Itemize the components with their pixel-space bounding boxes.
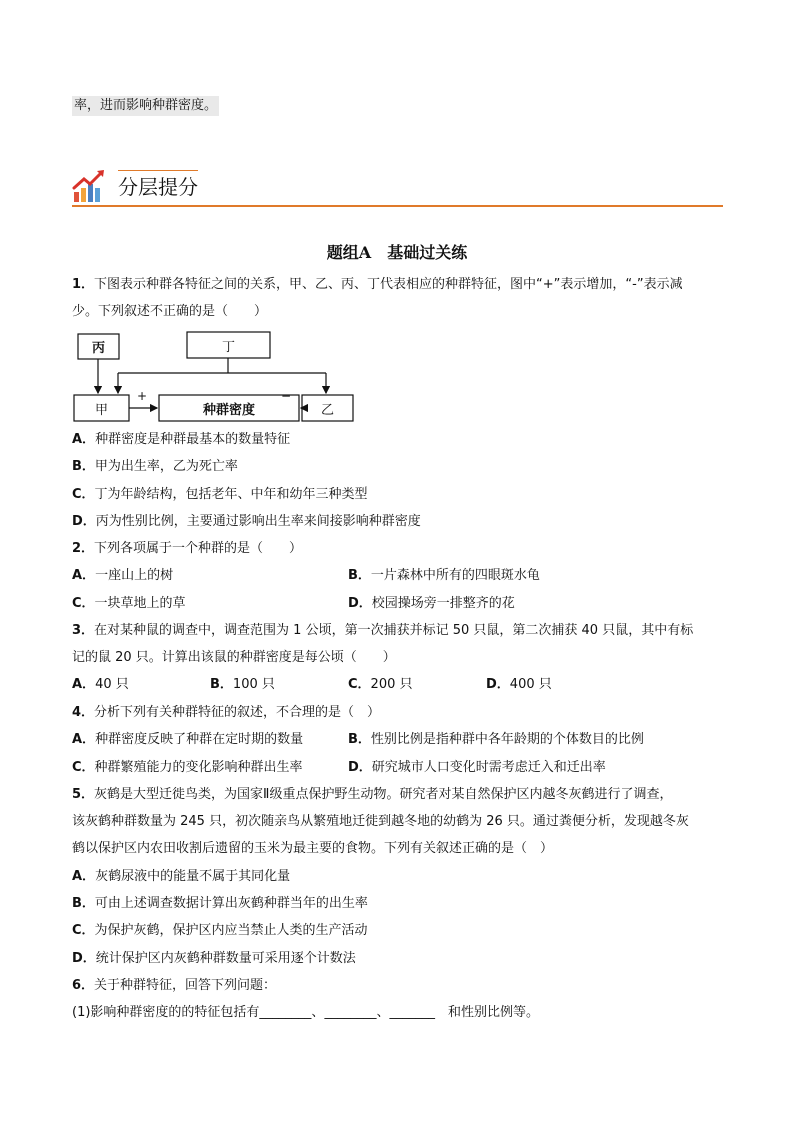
box-jia: 甲 xyxy=(94,403,108,418)
question-5-line-1: 5．灰鹤是大型迁徙鸟类，为国家Ⅱ级重点保护野生动物。研究者对某自然保护区内越冬灰鹤进行了调查， xyxy=(72,787,673,802)
box-bing: 丙 xyxy=(91,341,105,356)
q3-option-d: D．400 只 xyxy=(486,677,552,692)
question-3-line-2: 记的鼠 20 只。计算出该鼠的种群密度是每公顷（ ） xyxy=(72,650,396,665)
section-top-line xyxy=(118,170,198,171)
question-5-line-2: 该灰鹤种群数量为 245 只，初次随亲鸟从繁殖地迁徙到越冬地的幼鹤为 26 只。通过粪便分析，发现越冬灰 xyxy=(72,814,689,829)
q3-option-c: C．200 只 xyxy=(348,677,413,692)
q3-option-b: B．100 只 xyxy=(210,677,275,692)
question-stem: 下图表示种群各特征之间的关系，甲、乙、丙、丁代表相应的种群特征，图中“+”表示增加，“-”表示减 xyxy=(94,277,683,292)
section-title: 分层提分 xyxy=(118,175,198,199)
q5-option-b: B．可由上述调查数据计算出灰鹤种群当年的出生率 xyxy=(72,896,368,911)
q3-option-a: A．40 只 xyxy=(72,677,129,692)
q2-option-d: D．校园操场旁一排整齐的花 xyxy=(348,596,515,611)
q1-option-d: D．丙为性别比例，主要通过影响出生率来间接影响种群密度 xyxy=(72,514,421,529)
question-6-sub-1: (1)影响种群密度的的特征包括有________、________、_______ 和性别比例等。 xyxy=(72,1005,539,1020)
minus-sign: − xyxy=(281,389,292,403)
answer-blank-3[interactable]: _______ xyxy=(389,1005,435,1020)
q1-option-b: B．甲为出生率，乙为死亡率 xyxy=(72,459,238,474)
question-2: 2．下列各项属于一个种群的是（ ） xyxy=(72,541,303,556)
answer-blank-2[interactable]: ________ xyxy=(324,1005,377,1020)
question-3-line-1: 3．在对某种鼠的调查中，调查范围为 1 公顷，第一次捕获并标记 50 只鼠，第二次捕获 40 只鼠，其中有标 xyxy=(72,623,694,638)
q1-option-a: A．种群密度是种群最基本的数量特征 xyxy=(72,432,291,447)
q2-option-c: C．一块草地上的草 xyxy=(72,596,186,611)
question-5-line-3: 鹤以保护区内农田收割后遗留的玉米为最主要的食物。下列有关叙述正确的是（ ） xyxy=(72,841,554,856)
question-1-line-2: 少。下列叙述不正确的是（ ） xyxy=(72,304,268,319)
question-number: 1． xyxy=(72,277,95,292)
q2-option-a: A．一座山上的树 xyxy=(72,568,174,583)
q4-option-d: D．研究城市人口变化时需考虑迁入和迁出率 xyxy=(348,760,606,775)
answer-blank-1[interactable]: ________ xyxy=(259,1005,312,1020)
box-population-density: 种群密度 xyxy=(202,403,255,418)
box-yi: 乙 xyxy=(320,403,334,418)
question-4: 4．分析下列有关种群特征的叙述，不合理的是（ ） xyxy=(72,705,381,720)
section-divider xyxy=(72,205,723,207)
q4-option-b: B．性别比例是指种群中各年龄期的个体数目的比例 xyxy=(348,732,644,747)
group-title: 题组A 基础过关练 xyxy=(326,243,468,262)
q4-option-a: A．种群密度反映了种群在定时期的数量 xyxy=(72,732,304,747)
q5-option-d: D．统计保护区内灰鹤种群数量可采用逐个计数法 xyxy=(72,951,356,966)
question-1-line-1 xyxy=(72,276,683,294)
plus-sign: + xyxy=(137,389,148,403)
q1-option-c: C．丁为年龄结构，包括老年、中年和幼年三种类型 xyxy=(72,487,368,502)
q5-option-c: C．为保护灰鹤，保护区内应当禁止人类的生产活动 xyxy=(72,923,368,938)
box-ding: 丁 xyxy=(221,340,235,355)
population-feature-diagram xyxy=(72,330,356,424)
chart-growth-icon xyxy=(72,168,110,204)
question-6: 6．关于种群特征，回答下列问题： xyxy=(72,978,277,993)
q4-option-c: C．种群繁殖能力的变化影响种群出生率 xyxy=(72,760,303,775)
q5-option-a: A．灰鹤尿液中的能量不属于其同化量 xyxy=(72,869,291,884)
q2-option-b: B．一片森林中所有的四眼斑水龟 xyxy=(348,568,540,583)
intro-text: 率，进而影响种群密度。 xyxy=(72,96,219,116)
